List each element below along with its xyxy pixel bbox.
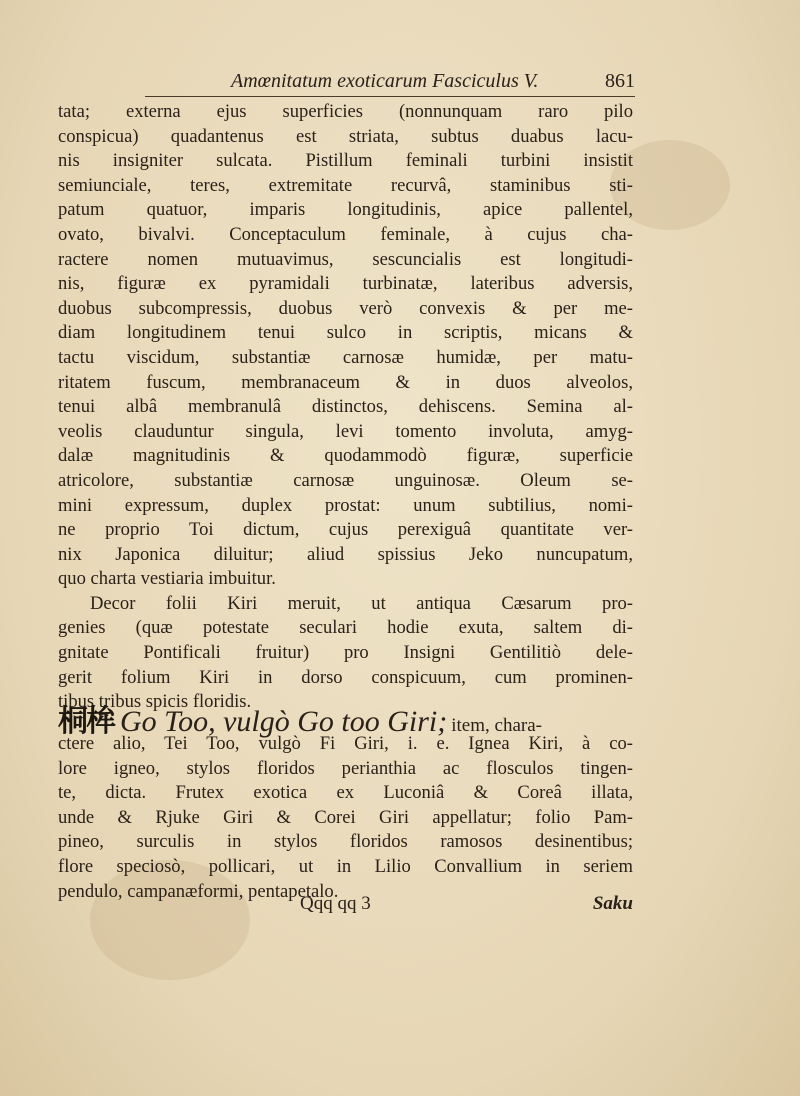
text-line: gerit folium Kiri in dorso conspicuum, cum prominen- bbox=[58, 666, 633, 688]
text-line: nis insigniter sulcata. Pistillum feminali turbini insistit bbox=[58, 150, 633, 172]
text-line: ne proprio Toi dictum, cujus perexiguâ quantitate ver- bbox=[58, 519, 633, 541]
text-line: atricolore, substantiæ carnosæ unguinosæ. Oleum se- bbox=[58, 469, 633, 491]
text-line: duobus subcompressis, duobus verò convexis & per me- bbox=[58, 297, 633, 319]
text-line: ovato, bivalvi. Conceptaculum feminale, à cujus cha- bbox=[58, 223, 633, 245]
text-line: genies (quæ potestate seculari hodie exuta, saltem di- bbox=[58, 617, 633, 639]
running-title: Amœnitatum exoticarum Fasciculus V. bbox=[231, 70, 539, 92]
text-line: conspicua) quadantenus est striata, subtus duabus lacu- bbox=[58, 125, 633, 147]
text-line: gnitate Pontificali fruitur) pro Insigni Gentilitiò dele- bbox=[58, 642, 633, 664]
header-rule bbox=[145, 96, 635, 97]
text-line: tactu viscidum, substantiæ carnosæ humidæ, per matu- bbox=[58, 346, 633, 368]
entry-heading bbox=[58, 696, 633, 739]
text-line: unde & Rjuke Giri & Corei Giri appellatur; folio Pam- bbox=[58, 806, 633, 828]
body-text bbox=[58, 100, 633, 715]
text-line: pendulo, campanæformi, pentapetalo. bbox=[58, 880, 339, 902]
entry-heading-rest: item, chara- bbox=[451, 715, 542, 736]
text-line: ctere alio, Tei Too, vulgò Fi Giri, i. e. Ignea Kiri, à co- bbox=[58, 733, 633, 754]
text-line: ractere nomen mutuavimus, sescuncialis est longitudi- bbox=[58, 248, 633, 270]
text-line: veolis clauduntur singula, levi tomento involuta, amyg- bbox=[58, 420, 633, 442]
text-line: ritatem fuscum, membranaceum & in duos alveolos, bbox=[58, 371, 633, 393]
text-line: dalæ magnitudinis & quodammodò figuræ, superficie bbox=[58, 445, 633, 467]
page-footer bbox=[58, 893, 633, 923]
text-line: tenui albâ membranulâ distinctos, dehiscens. Semina al- bbox=[58, 396, 633, 418]
entry-name: Go Too, vulgò Go too Giri; bbox=[120, 705, 448, 738]
text-line: pineo, surculis in stylos floridos ramosos desinentibus; bbox=[58, 831, 633, 853]
text-line: tibus tribus spicis floridis. bbox=[58, 691, 252, 713]
text-line: te, dicta. Frutex exotica ex Luconiâ & Coreâ illata, bbox=[58, 782, 633, 804]
entry-text bbox=[58, 732, 633, 904]
text-line: lore igneo, stylos floridos perianthia ac flosculos tingen- bbox=[58, 757, 633, 779]
page-number: 861 bbox=[605, 70, 635, 92]
page-header bbox=[145, 66, 635, 96]
text-line: flore speciosò, pollicari, ut in Lilio Convallium in seriem bbox=[58, 855, 633, 877]
japanese-glyphs: 桐桙 bbox=[58, 704, 114, 739]
text-line: diam longitudinem tenui sulco in scriptis, micans & bbox=[58, 322, 633, 344]
text-line: nix Japonica diluitur; aliud spissius Jeko nuncupatum, bbox=[58, 543, 633, 565]
catchword: Saku bbox=[592, 893, 633, 914]
signature-mark: Qqq qq 3 bbox=[300, 893, 371, 914]
text-line: quo charta vestiaria imbuitur. bbox=[58, 568, 276, 590]
text-line: nis, figuræ ex pyramidali turbinatæ, lateribus adversis, bbox=[58, 273, 633, 295]
text-line: mini expressum, duplex prostat: unum subtilius, nomi- bbox=[58, 494, 633, 516]
text-line: Decor folii Kiri meruit, ut antiqua Cæsarum pro- bbox=[90, 592, 633, 614]
text-line: tata; externa ejus superficies (nonnunquam raro pilo bbox=[58, 101, 633, 122]
text-line: semiunciale, teres, extremitate recurvâ, staminibus sti- bbox=[58, 174, 633, 196]
text-line: patum quatuor, imparis longitudinis, apice pallentel, bbox=[58, 199, 633, 221]
